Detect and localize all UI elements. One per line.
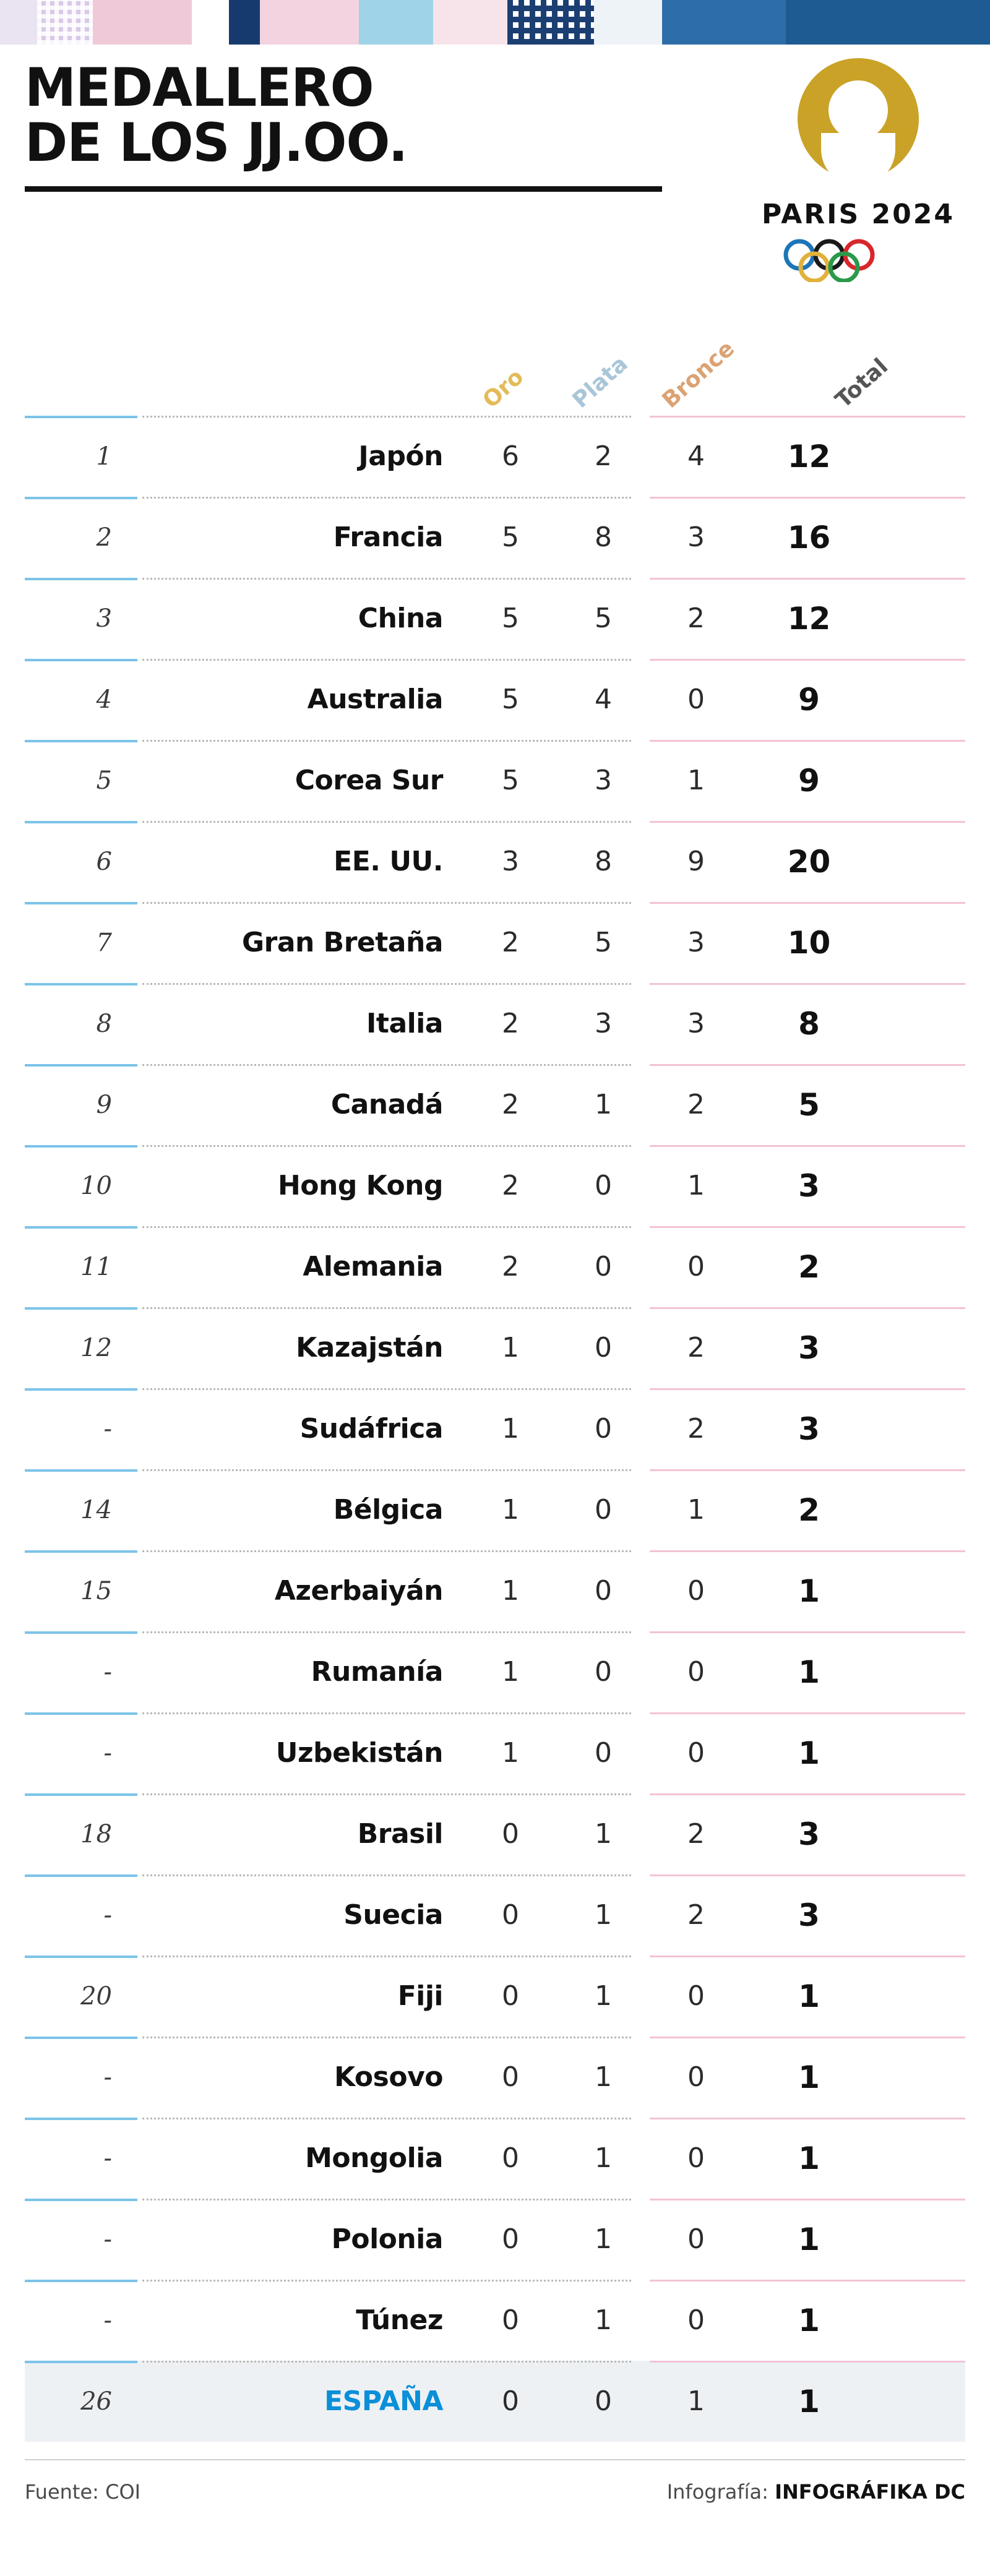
row-total: 9: [798, 762, 820, 799]
row-separator: [25, 497, 965, 499]
row-rank: -: [103, 2306, 112, 2335]
table-row: [25, 983, 965, 1064]
source-credit: [25, 2470, 140, 2504]
row-rank: 26: [80, 2387, 112, 2416]
row-rank: -: [103, 1738, 112, 1767]
row-gold: 6: [502, 440, 519, 472]
column-header-total: Total: [830, 353, 893, 413]
row-country: Sudáfrica: [299, 1413, 443, 1445]
row-bronze: 0: [687, 1251, 705, 1282]
row-gold: 1: [502, 1575, 519, 1607]
credit-label: Infografía:: [666, 2480, 768, 2504]
column-header-plata: Plata: [567, 351, 633, 413]
row-separator: [25, 1793, 965, 1795]
row-rank: -: [103, 1414, 112, 1443]
row-gold: 3: [502, 846, 519, 877]
row-silver: 1: [595, 1089, 612, 1120]
row-gold: 1: [502, 1413, 519, 1445]
row-separator: [25, 1145, 965, 1147]
table-row: [25, 578, 965, 659]
source-label: Fuente:: [25, 2480, 99, 2504]
row-bronze: 0: [687, 2304, 705, 2336]
row-country: Italia: [366, 1008, 443, 1039]
row-silver: 0: [595, 1737, 612, 1769]
table-row: [25, 1307, 965, 1388]
page-title-line-2: DE LOS JJ.OO.: [25, 111, 408, 174]
row-separator: [25, 1307, 965, 1309]
row-bronze: 1: [687, 1494, 705, 1526]
table-row: [25, 1469, 965, 1550]
page-title-line-1: MEDALLERO: [25, 57, 374, 119]
row-silver: 1: [595, 1980, 612, 2012]
row-total: 1: [798, 2302, 820, 2338]
row-gold: 5: [502, 522, 519, 553]
row-total: 2: [798, 1492, 820, 1528]
row-bronze: 0: [687, 1737, 705, 1769]
row-silver: 5: [595, 927, 612, 958]
row-separator: [25, 578, 965, 580]
row-separator: [25, 2199, 965, 2200]
row-country: Fiji: [397, 1980, 443, 2012]
row-total: 5: [798, 1086, 820, 1123]
row-silver: 1: [595, 2304, 612, 2336]
row-gold: 2: [502, 927, 519, 958]
row-total: 1: [798, 1573, 820, 1609]
row-country: Suecia: [343, 1899, 443, 1931]
row-country: Brasil: [357, 1818, 443, 1850]
row-silver: 0: [595, 1656, 612, 1688]
row-rank: 6: [96, 847, 112, 876]
row-gold: 5: [502, 603, 519, 634]
row-rank: 4: [96, 685, 112, 714]
row-separator: [25, 1226, 965, 1228]
row-country: ESPAÑA: [324, 2385, 443, 2417]
row-country: Canadá: [330, 1089, 443, 1120]
row-separator: [25, 983, 965, 985]
row-gold: 0: [502, 2061, 519, 2093]
row-silver: 1: [595, 1818, 612, 1850]
row-silver: 0: [595, 1332, 612, 1363]
row-rank: -: [103, 2144, 112, 2173]
row-gold: 2: [502, 1089, 519, 1120]
row-silver: 3: [595, 1008, 612, 1039]
row-country: Australia: [307, 684, 443, 715]
row-total: 3: [798, 1816, 820, 1852]
row-gold: 0: [502, 2142, 519, 2174]
row-separator: [25, 1956, 965, 1957]
row-gold: 1: [502, 1332, 519, 1363]
row-total: 20: [787, 843, 831, 880]
row-silver: 0: [595, 1494, 612, 1526]
row-country: Polonia: [331, 2223, 443, 2255]
row-country: Corea Sur: [295, 765, 443, 796]
row-total: 10: [787, 924, 831, 961]
row-rank: -: [103, 1657, 112, 1686]
table-row: [25, 1874, 965, 1956]
row-total: 1: [798, 2383, 820, 2419]
row-bronze: 0: [687, 2142, 705, 2174]
row-country: Japón: [358, 440, 443, 472]
row-country: Alemania: [303, 1251, 443, 1282]
column-headers: [25, 335, 965, 416]
row-bronze: 1: [687, 2385, 705, 2417]
row-separator: [25, 902, 965, 904]
row-silver: 8: [595, 522, 612, 553]
row-separator: [25, 1469, 965, 1471]
table-row: [25, 1793, 965, 1874]
row-separator: [25, 1388, 965, 1390]
row-gold: 0: [502, 1980, 519, 2012]
row-bronze: 2: [687, 603, 705, 634]
row-silver: 5: [595, 603, 612, 634]
row-separator: [25, 1064, 965, 1066]
row-silver: 4: [595, 684, 612, 715]
row-silver: 1: [595, 2223, 612, 2255]
row-bronze: 9: [687, 846, 705, 877]
title-underline: [25, 186, 662, 192]
row-rank: -: [103, 1900, 112, 1930]
row-bronze: 0: [687, 1575, 705, 1607]
row-total: 1: [798, 1978, 820, 2014]
table-row: [25, 2280, 965, 2361]
table-row: [25, 1145, 965, 1226]
row-silver: 1: [595, 1899, 612, 1931]
row-total: 1: [798, 2059, 820, 2095]
infographic-credit: [667, 2470, 965, 2504]
row-silver: 0: [595, 1413, 612, 1445]
row-gold: 5: [502, 684, 519, 715]
row-country: China: [358, 603, 443, 634]
row-rank: 11: [80, 1252, 112, 1281]
row-silver: 0: [595, 1170, 612, 1201]
row-rank: -: [103, 2225, 112, 2254]
credit-value: INFOGRÁFIKA DC: [775, 2480, 965, 2504]
row-rank: 14: [80, 1495, 112, 1524]
row-total: 9: [798, 681, 820, 718]
row-total: 1: [798, 1735, 820, 1771]
row-gold: 0: [502, 1899, 519, 1931]
row-gold: 2: [502, 1008, 519, 1039]
row-separator: [25, 2280, 965, 2282]
source-value: COI: [105, 2480, 141, 2504]
row-silver: 1: [595, 2061, 612, 2093]
row-gold: 2: [502, 1170, 519, 1201]
row-separator: [25, 2118, 965, 2119]
row-total: 3: [798, 1410, 820, 1447]
row-country: Francia: [333, 522, 443, 553]
row-bronze: 2: [687, 1332, 705, 1363]
table-row: [25, 1631, 965, 1712]
row-bronze: 2: [687, 1413, 705, 1445]
row-silver: 8: [595, 846, 612, 877]
row-total: 3: [798, 1167, 820, 1204]
row-separator: [25, 2037, 965, 2038]
page-title: [25, 57, 637, 174]
row-rank: 2: [96, 523, 112, 552]
row-bronze: 0: [687, 2061, 705, 2093]
row-separator: [25, 2361, 965, 2363]
table-row: [25, 1226, 965, 1307]
row-country: Rumanía: [311, 1656, 443, 1688]
row-gold: 1: [502, 1737, 519, 1769]
row-bronze: 4: [687, 440, 705, 472]
table-row: [25, 2199, 965, 2280]
row-separator: [25, 740, 965, 742]
table-row: [25, 2118, 965, 2199]
table-row: [25, 416, 965, 497]
row-bronze: 3: [687, 1008, 705, 1039]
olympic-rings-icon: [756, 239, 960, 282]
row-total: 8: [798, 1005, 820, 1042]
row-total: 3: [798, 1897, 820, 1933]
row-country: Uzbekistán: [275, 1737, 443, 1769]
table-row: [25, 1956, 965, 2037]
row-country: Túnez: [356, 2304, 443, 2336]
row-total: 1: [798, 2140, 820, 2176]
medal-table: [25, 416, 965, 2442]
table-row: [25, 1388, 965, 1469]
row-rank: 3: [96, 604, 112, 633]
row-country: Azerbaiyán: [274, 1575, 443, 1607]
row-rank: 9: [96, 1090, 112, 1119]
table-row: [25, 902, 965, 983]
row-rank: 20: [80, 1981, 112, 2011]
row-rank: 5: [96, 766, 112, 795]
row-silver: 0: [595, 2385, 612, 2417]
row-separator: [25, 1631, 965, 1633]
row-bronze: 0: [687, 1980, 705, 2012]
row-bronze: 3: [687, 927, 705, 958]
row-rank: -: [103, 2063, 112, 2092]
row-total: 3: [798, 1329, 820, 1366]
row-silver: 0: [595, 1575, 612, 1607]
row-country: Bélgica: [333, 1494, 443, 1526]
logo-wordmark: PARIS 2024: [762, 199, 955, 230]
row-gold: 0: [502, 2223, 519, 2255]
row-country: Mongolia: [305, 2142, 443, 2174]
row-rank: 12: [80, 1333, 112, 1362]
table-row: [25, 1550, 965, 1631]
row-total: 2: [798, 1248, 820, 1285]
row-gold: 0: [502, 2385, 519, 2417]
row-total: 1: [798, 1654, 820, 1690]
row-country: EE. UU.: [334, 846, 443, 877]
table-row: [25, 740, 965, 821]
row-bronze: 2: [687, 1818, 705, 1850]
row-silver: 1: [595, 2142, 612, 2174]
row-gold: 0: [502, 2304, 519, 2336]
decorative-top-banner: [0, 0, 990, 45]
row-total: 1: [798, 2221, 820, 2257]
row-total: 12: [787, 438, 831, 474]
column-header-bronce: Bronce: [657, 335, 740, 413]
row-country: Kosovo: [334, 2061, 443, 2093]
table-row: [25, 659, 965, 740]
row-rank: 8: [96, 1009, 112, 1038]
paris-2024-flame-icon: [790, 58, 926, 191]
row-separator: [25, 416, 965, 418]
row-separator: [25, 659, 965, 661]
table-row: [25, 2361, 965, 2442]
footer: [25, 2459, 965, 2515]
row-separator: [25, 1712, 965, 1714]
row-bronze: 0: [687, 1656, 705, 1688]
row-rank: 15: [80, 1576, 112, 1605]
row-total: 16: [787, 519, 831, 556]
row-bronze: 0: [687, 2223, 705, 2255]
row-bronze: 0: [687, 684, 705, 715]
row-total: 12: [787, 600, 831, 637]
row-rank: 10: [80, 1171, 112, 1200]
row-gold: 1: [502, 1494, 519, 1526]
row-separator: [25, 1874, 965, 1876]
row-bronze: 1: [687, 1170, 705, 1201]
row-bronze: 1: [687, 765, 705, 796]
row-silver: 2: [595, 440, 612, 472]
header: [0, 45, 990, 335]
row-rank: 1: [96, 442, 112, 471]
row-separator: [25, 1550, 965, 1552]
table-row: [25, 497, 965, 578]
row-rank: 7: [96, 928, 112, 957]
row-gold: 5: [502, 765, 519, 796]
row-gold: 1: [502, 1656, 519, 1688]
table-row: [25, 821, 965, 902]
row-country: Hong Kong: [277, 1170, 443, 1201]
row-separator: [25, 821, 965, 823]
table-row: [25, 1712, 965, 1793]
row-rank: 18: [80, 1819, 112, 1848]
column-header-oro: Oro: [478, 364, 529, 413]
row-bronze: 3: [687, 522, 705, 553]
row-bronze: 2: [687, 1899, 705, 1931]
row-gold: 2: [502, 1251, 519, 1282]
table-row: [25, 1064, 965, 1145]
row-country: Gran Bretaña: [242, 927, 443, 958]
row-gold: 0: [502, 1818, 519, 1850]
table-row: [25, 2037, 965, 2118]
row-bronze: 2: [687, 1089, 705, 1120]
paris-2024-logo: [756, 58, 960, 282]
row-silver: 0: [595, 1251, 612, 1282]
row-silver: 3: [595, 765, 612, 796]
row-country: Kazajstán: [296, 1332, 443, 1363]
